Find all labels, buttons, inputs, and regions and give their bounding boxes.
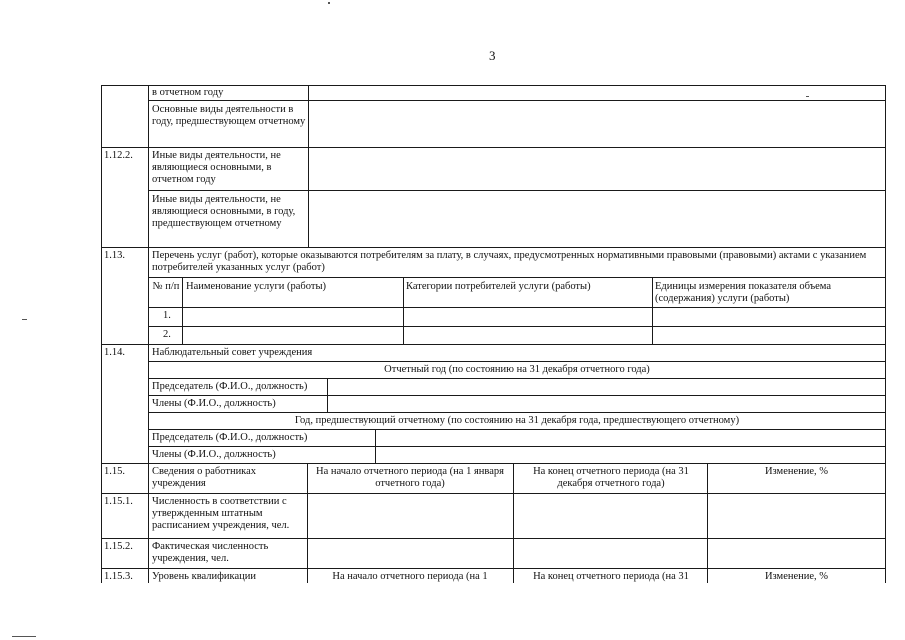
num-column-divider [148,85,149,583]
row-number: 1. [163,310,171,321]
scan-speck [12,636,36,637]
col-line [513,463,514,583]
col-line [707,463,708,583]
row-label: Председатель (Ф.И.О., должность) [152,432,308,443]
row-label: Председатель (Ф.И.О., должность) [152,381,308,392]
row-label: Иные виды деятельности, не являющиеся основными, в отчетном году [152,150,281,185]
row-number: 1.13. [104,250,125,261]
row-number: 1.15.2. [104,541,133,552]
column-header: Категории потребителей услуги (работы) [406,281,591,292]
row-line [148,100,886,101]
row-label: в отчетном году [152,87,224,98]
row-label: Члены (Ф.И.О., должность) [152,398,276,409]
row-line [148,361,886,362]
subheader: Год, предшествующий отчетному (по состоянию на 31 декабря года, предшествующего отчетному) [294,415,740,426]
row-line [101,147,886,148]
column-header: Единицы измерения показателя объема (содержания) услуги (работы) [655,281,832,304]
label-column-divider [308,85,309,247]
row-number: 1.15.3. [104,571,133,582]
row-label: Основные виды деятельности в году, предшествующем отчетному [152,104,306,127]
inner-table-top [148,277,886,278]
row-number: 1.12.2. [104,150,133,161]
row-label: Члены (Ф.И.О., должность) [152,449,276,460]
row-number: 1.15. [104,466,125,477]
inner-row-line [148,326,886,327]
row-line [148,412,886,413]
inner-col-line [403,277,404,344]
table-border-left [101,85,102,583]
row-line [148,395,886,396]
column-header: № п/п [152,281,180,292]
inner-col-line [182,277,183,344]
row-line [148,429,886,430]
column-header: На начало отчетного периода (на 1 января отчетного года) [316,466,504,489]
row-line [101,247,886,248]
row-line [101,538,886,539]
row-line [101,493,886,494]
page-number: 3 [489,48,496,63]
row-line [101,568,886,569]
row-label: Сведения о работниках учреждения [152,466,257,489]
column-header: Изменение, % [764,571,829,582]
row-label: Численность в соответствии с утвержденным штатным расписанием учреждения, чел. [152,496,290,531]
section-text: Перечень услуг (работ), которые оказываются потребителям за плату, в случаях, предусмотренных нормативными правовыми (правовыми) актами с указанием потребителей указанных услуг (работ) [152,250,867,273]
scan-speck [806,96,809,97]
chair-col-line [375,429,376,463]
table-border-right [885,85,886,583]
row-label: Иные виды деятельности, не являющиеся основными, в году, предшествующем отчетному [152,194,296,229]
column-header: На конец отчетного периода (на 31 декабря отчетного года) [533,466,689,489]
scan-speck [328,2,330,4]
col-line [307,463,308,583]
row-line [101,463,886,464]
row-number: 1.15.1. [104,496,133,507]
row-label: Фактическая численность учреждения, чел. [152,541,269,564]
table-top-border [101,85,886,86]
row-number: 2. [163,329,171,340]
row-label: Уровень квалификации [152,571,257,582]
row-line [148,446,886,447]
row-line [148,190,886,191]
inner-col-line [652,277,653,344]
column-header: Наименование услуги (работы) [186,281,326,292]
row-label: Наблюдательный совет учреждения [152,347,313,358]
inner-row-line [148,307,886,308]
row-number: 1.14. [104,347,125,358]
column-header: Изменение, % [764,466,829,477]
scan-speck [22,319,27,320]
row-line [101,344,886,345]
column-header: На начало отчетного периода (на 1 [332,571,488,582]
column-header: На конец отчетного периода (на 31 [533,571,689,582]
subheader: Отчетный год (по состоянию на 31 декабря отчетного года) [384,364,650,375]
row-line [148,378,886,379]
